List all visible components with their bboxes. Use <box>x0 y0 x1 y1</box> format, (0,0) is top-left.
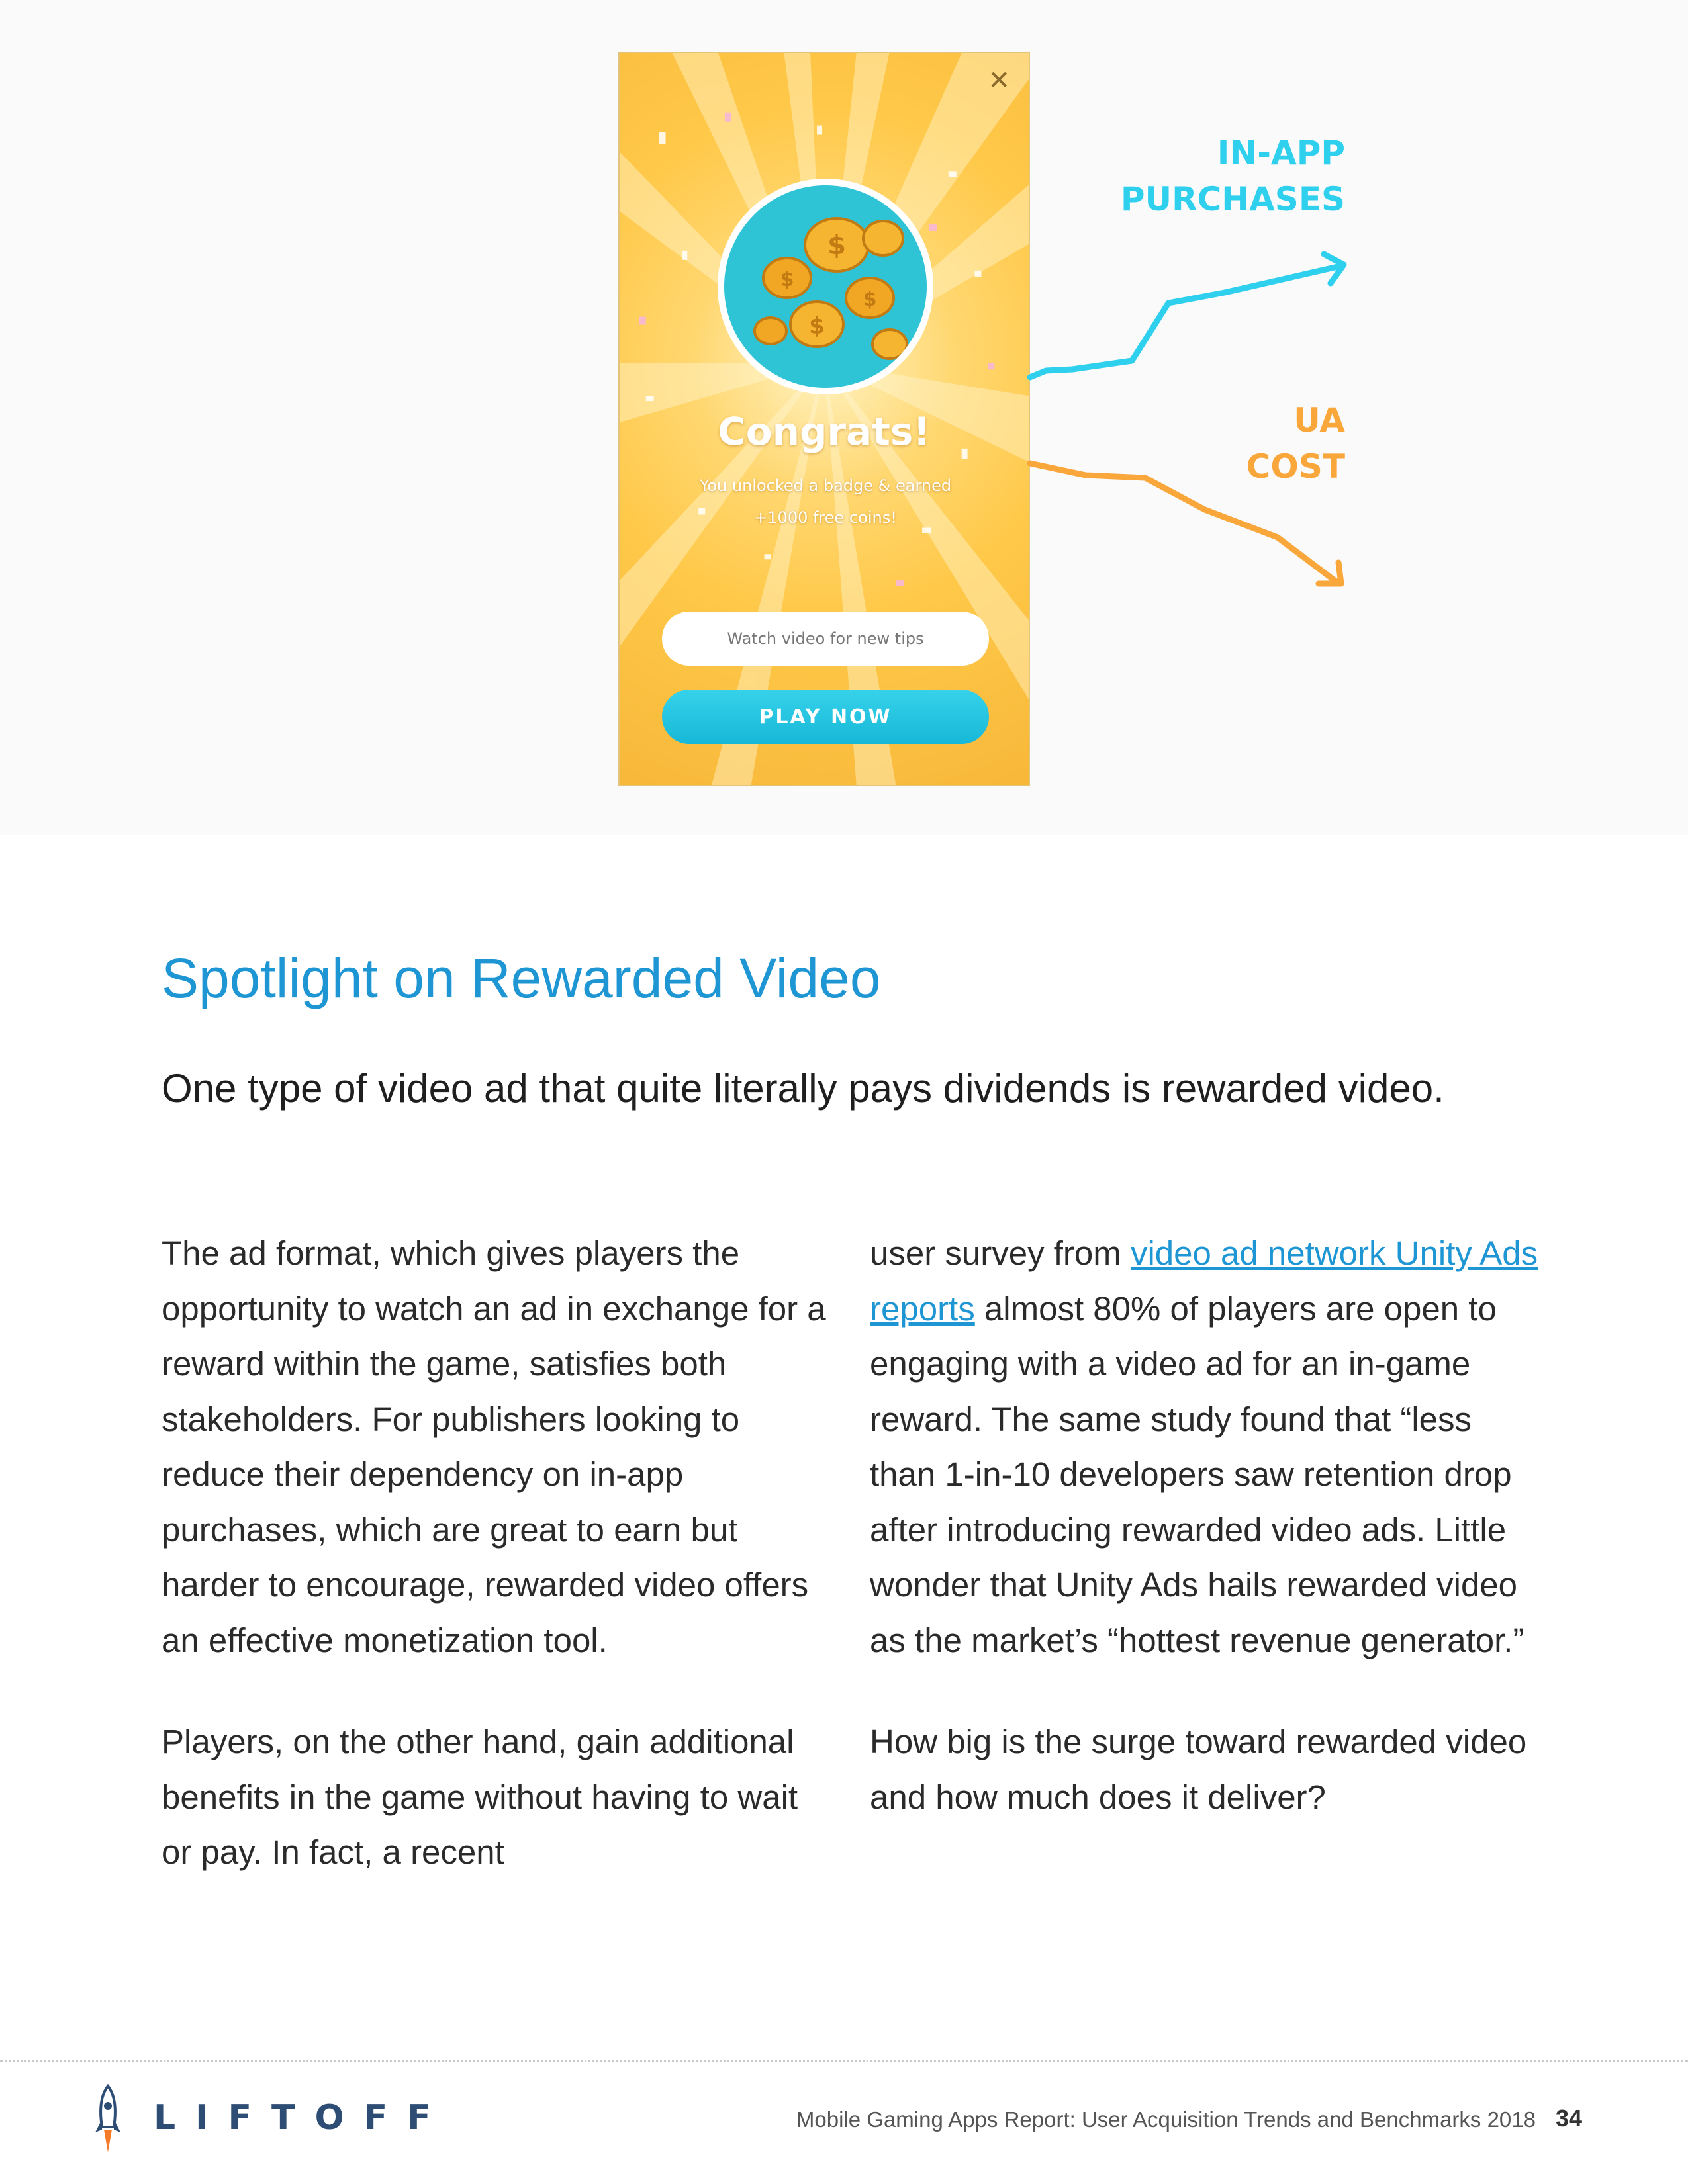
close-icon[interactable]: ✕ <box>988 66 1010 95</box>
in-app-purchases-label <box>1059 130 1345 222</box>
left-paragraph-1: The ad format, which gives players the opportunity to watch an ad in exchange for a reward within the game, satisfies both stakeholders. For publishers looking to reduce their dependency on in-app purchases, which are great to earn but harder to encourage, rewarded video offers an effective monetization tool. <box>162 1234 826 1659</box>
survey-text-start: user survey from <box>870 1234 1131 1272</box>
svg-text:$: $ <box>863 288 877 311</box>
unity-ads-reports-link[interactable]: Unity Ads reports <box>870 1234 1538 1328</box>
coins-badge-icon <box>718 179 933 394</box>
rocket-logo-icon <box>93 2083 123 2156</box>
ad-message: You unlocked a badge & earned +1000 free coins! <box>699 477 952 527</box>
play-now-button[interactable]: PLAY NOW <box>662 690 989 744</box>
ua-label-line1: UA <box>1293 401 1345 439</box>
rewarded-ad-card <box>618 52 1030 786</box>
ad-title: Congrats! <box>718 409 931 454</box>
page-number: 34 <box>1556 2105 1583 2132</box>
video-ad-network-link[interactable]: video ad network <box>1130 1234 1395 1272</box>
liftoff-logo-text: LIFTOFF <box>154 2098 451 2138</box>
footer-divider <box>0 2060 1688 2062</box>
left-paragraph-2: Players, on the other hand, gain additional benefits in the game without having to wait or pay. In fact, a recent <box>162 1723 798 1871</box>
hero-illustration <box>0 0 1688 835</box>
ua-label-line2: COST <box>1246 447 1345 486</box>
svg-text:$: $ <box>780 268 794 291</box>
right-column <box>870 1226 1538 1871</box>
section-title: Spotlight on Rewarded Video <box>162 947 881 1009</box>
trend-arrows <box>1019 238 1364 609</box>
ua-cost-trend-line <box>1030 463 1337 582</box>
iap-label-line2: PURCHASES <box>1120 180 1345 218</box>
report-title: Mobile Gaming Apps Report: User Acquisition Trends and Benchmarks 2018 <box>796 2107 1536 2132</box>
right-paragraph-2: How big is the surge toward rewarded video and how much does it deliver? <box>870 1723 1527 1816</box>
in-app-purchases-trend-line <box>1030 266 1340 377</box>
left-column <box>162 1226 830 1927</box>
iap-label-line1: IN-APP <box>1217 134 1345 172</box>
lead-paragraph: One type of video ad that quite literally pays dividends is rewarded video. <box>162 1066 1444 1111</box>
right-paragraph-1 <box>870 1226 1538 1668</box>
svg-text:$: $ <box>809 313 825 340</box>
watch-video-button[interactable]: Watch video for new tips <box>662 612 989 666</box>
svg-text:$: $ <box>827 230 846 261</box>
survey-text-end: almost 80% of players are open to engaging with a video ad for an in-game reward. The same study found that “less than 1-in-10 developers saw retention drop after introducing rewarded video ads. Little wonder that Unity Ads hails rewarded video as the market’s “hottest revenue generator.” <box>870 1289 1524 1659</box>
